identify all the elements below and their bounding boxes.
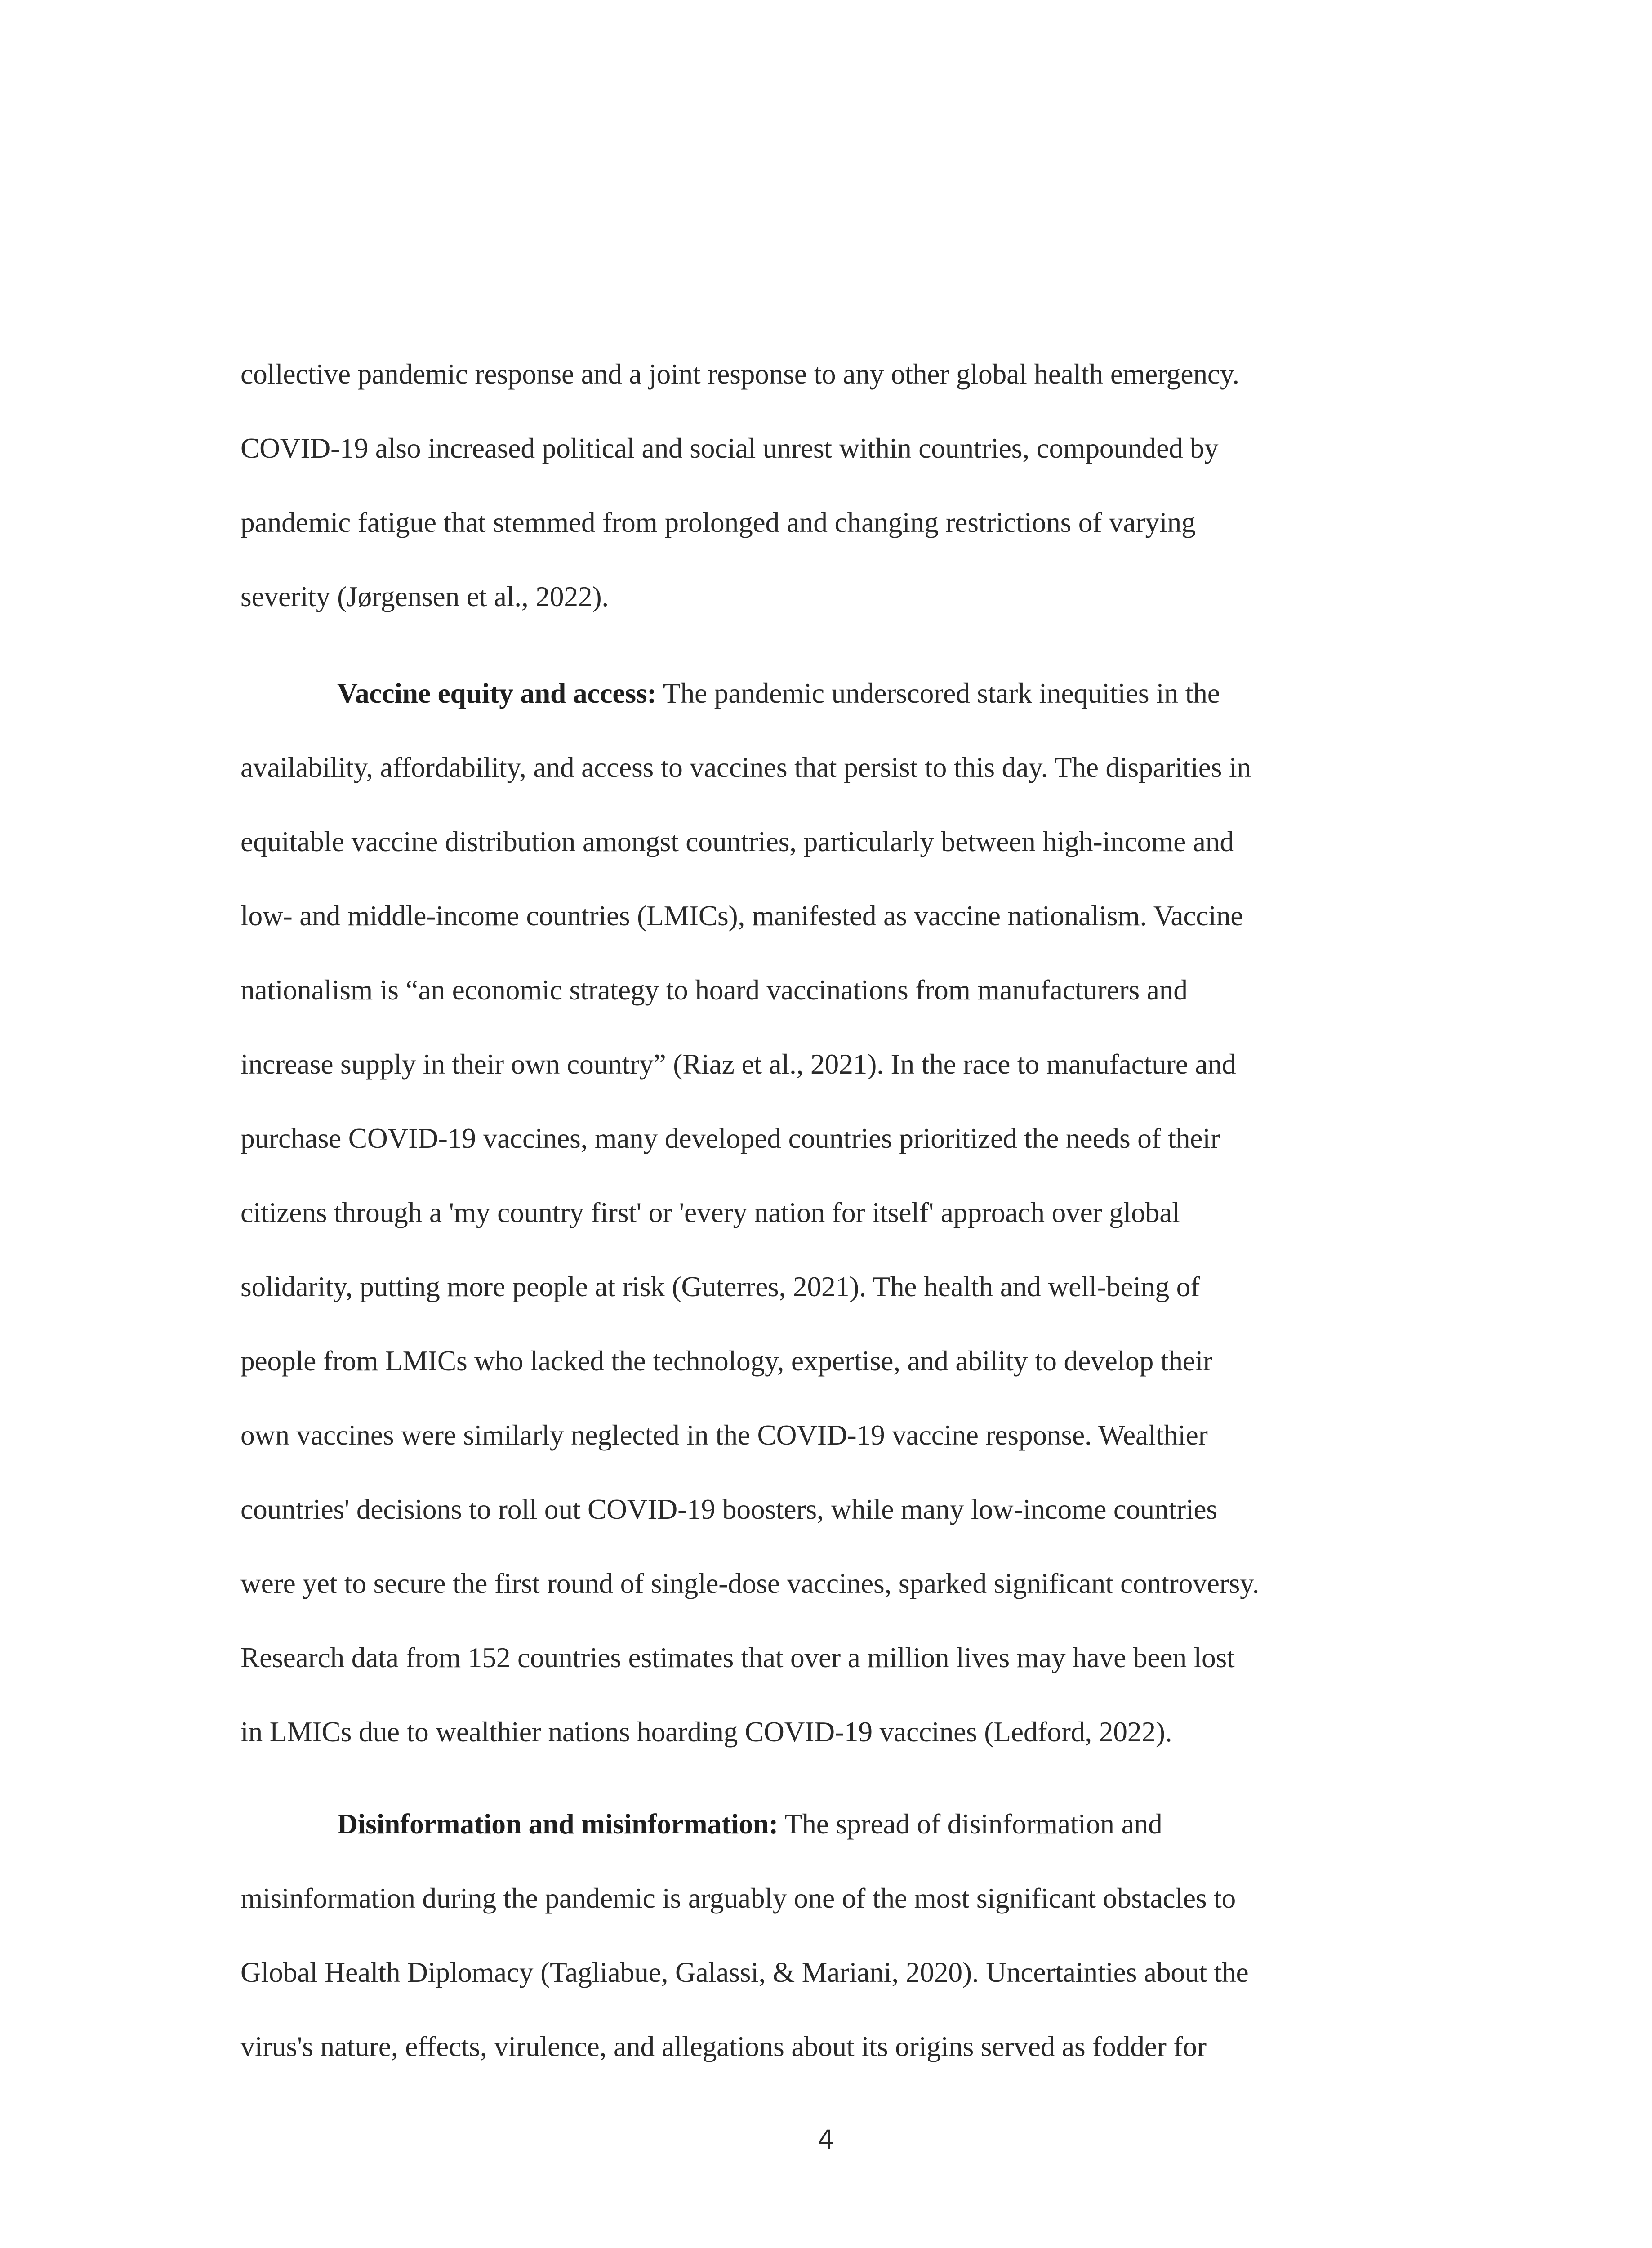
text-line: collective pandemic response and a joint response to any other global health emergency.	[240, 358, 1239, 390]
text-line: purchase COVID-19 vaccines, many developed countries prioritized the needs of their	[240, 1122, 1220, 1154]
text-line: severity (Jørgensen et al., 2022).	[240, 580, 609, 612]
text-line: citizens through a 'my country first' or 'every nation for itself' approach over global	[240, 1196, 1180, 1228]
text-line: increase supply in their own country” (Riaz et al., 2021). In the race to manufacture and	[240, 1048, 1236, 1080]
text-line: virus's nature, effects, virulence, and allegations about its origins served as fodder for	[240, 2030, 1207, 2062]
section-heading: Vaccine equity and access:	[337, 677, 657, 709]
text-run: The pandemic underscored stark inequities in the	[656, 677, 1220, 709]
text-line: equitable vaccine distribution amongst countries, particularly between high-income and	[240, 825, 1234, 857]
text-run: The spread of disinformation and	[778, 1808, 1162, 1840]
paragraph-first-line	[240, 1807, 1454, 1882]
paragraph-continuation	[240, 357, 1454, 654]
text-line: own vaccines were similarly neglected in the COVID-19 vaccine response. Wealthier	[240, 1419, 1208, 1451]
paragraph-vaccine-equity	[240, 677, 1454, 1789]
text-line: in LMICs due to wealthier nations hoarding COVID-19 vaccines (Ledford, 2022).	[240, 1716, 1172, 1748]
text-line: low- and middle-income countries (LMICs), manifested as vaccine nationalism. Vaccine	[240, 900, 1243, 932]
page-number: 4	[818, 2124, 834, 2155]
text-line: pandemic fatigue that stemmed from prolonged and changing restrictions of varying	[240, 506, 1196, 538]
paragraph-disinformation	[240, 1807, 1454, 2104]
text-line: availability, affordability, and access to vaccines that persist to this day. The disparities in	[240, 751, 1251, 783]
text-line: misinformation during the pandemic is arguably one of the most significant obstacles to	[240, 1882, 1236, 1914]
text-line: Research data from 152 countries estimates that over a million lives may have been lost	[240, 1641, 1235, 1673]
text-line: people from LMICs who lacked the technology, expertise, and ability to develop their	[240, 1345, 1213, 1377]
section-heading: Disinformation and misinformation:	[337, 1808, 779, 1840]
text-line: nationalism is “an economic strategy to hoard vaccinations from manufacturers and	[240, 974, 1188, 1006]
text-line: solidarity, putting more people at risk (Guterres, 2021). The health and well-being of	[240, 1271, 1200, 1302]
text-line: countries' decisions to roll out COVID-19 boosters, while many low-income countries	[240, 1493, 1217, 1525]
text-line: COVID-19 also increased political and social unrest within countries, compounded by	[240, 432, 1219, 464]
text-line: Global Health Diplomacy (Tagliabue, Galassi, & Mariani, 2020). Uncertainties about the	[240, 1956, 1249, 1988]
paragraph-first-line	[240, 677, 1454, 751]
text-line: were yet to secure the first round of single-dose vaccines, sparked significant controversy.	[240, 1567, 1260, 1599]
